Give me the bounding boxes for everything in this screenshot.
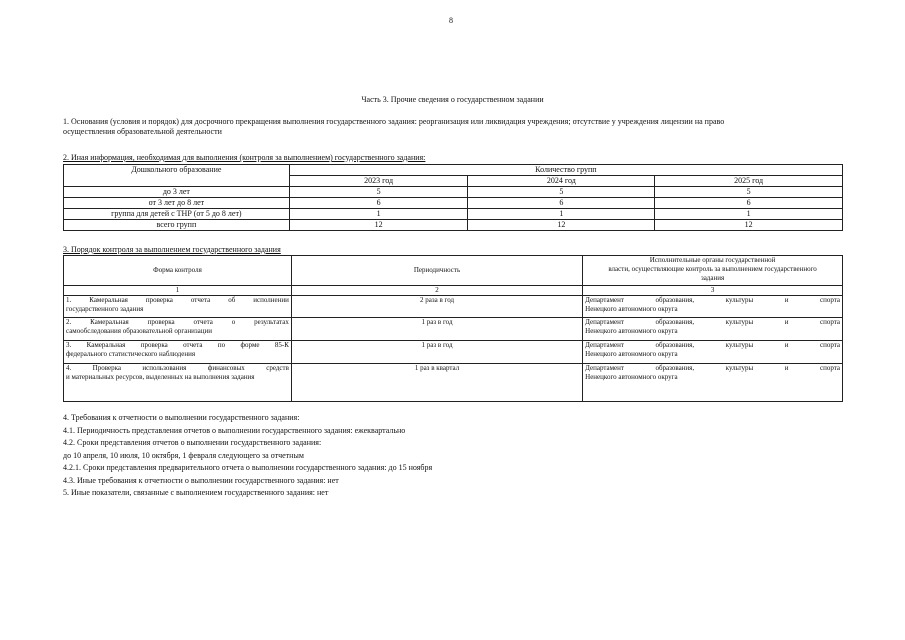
control-org-line2: Ненецкого автономного округа [585,327,678,335]
control-org-line1: Департамент образования, культуры и спорта [585,341,840,349]
control-org-line2: Ненецкого автономного округа [585,373,678,381]
cell-value: 5 [468,187,655,198]
control-form-line2: федерального статистического наблюдения [66,350,196,358]
section4-line: 4.2. Сроки представления отчетов о выполнении государственного задания: [63,438,322,447]
section4-line: 4.2.1. Сроки представления предварительного отчета о выполнении государственного задания: до 15 ноября [63,463,433,472]
control-org-line1: Департамент образования, культуры и спорта [585,296,840,304]
control-form [64,318,292,341]
control-form-line2: самообследования образовательной организации [66,327,212,335]
column-number: 2 [291,286,582,296]
table-row [64,220,843,231]
table-row [64,341,843,364]
control-org-line2: Ненецкого автономного округа [585,305,678,313]
table-row [64,296,843,318]
groups-table [63,164,843,231]
column-number: 3 [583,286,843,296]
cell-value: 6 [289,198,468,209]
control-table-header-form: Форма контроля [64,256,292,286]
groups-table-col-label: Дошкольного образование [64,165,290,187]
control-form [64,296,292,318]
cell-value: 12 [655,220,843,231]
cell-value: 12 [289,220,468,231]
table-row [64,198,843,209]
row-label: всего групп [64,220,290,231]
control-org [583,318,843,341]
header-org-line1: Исполнительные органы государственной [649,256,776,264]
groups-table-group-header: Количество групп [289,165,842,176]
column-number: 1 [64,286,292,296]
section1-text [63,117,724,137]
table-row [64,364,843,402]
groups-table-year: 2024 год [468,176,655,187]
row-label: группа для детей с ТНР (от 5 до 8 лет) [64,209,290,220]
control-form-line1: 4. Проверка использования финансовых средств [66,364,289,372]
control-org-line1: Департамент образования, культуры и спорта [585,318,840,326]
header-org-line3: задания [700,274,725,282]
control-period: 2 раза в год [291,296,582,318]
section4-text [63,412,432,500]
control-form-line1: 3. Камеральная проверка отчета по форме 85-К [66,341,289,349]
section1-line1: 1. Основания (условия и порядок) для досрочного прекращения выполнения государственного задания: реорганизация или ликвидация учреждения; отсутствие у учреждения лицензии на право [63,117,725,126]
control-period: 1 раз в год [291,341,582,364]
control-org-line2: Ненецкого автономного округа [585,350,678,358]
cell-value: 5 [289,187,468,198]
section4-line: 4.1. Периодичность представления отчетов о выполнении государственного задания: ежеквартально [63,425,406,435]
control-table-header-period: Периодичность [291,256,582,286]
table-row [64,187,843,198]
control-org [583,341,843,364]
section1-line2: осуществления образовательной деятельности [63,127,222,136]
cell-value: 6 [468,198,655,209]
cell-value: 1 [289,209,468,220]
cell-value: 12 [468,220,655,231]
groups-table-year: 2023 год [289,176,468,187]
control-form-line2: государственного задания [66,305,144,313]
section4-line: 4.3. Иные требования к отчетности о выполнении государственного задания: нет [63,475,339,485]
row-label: от 3 лет до 8 лет [64,198,290,209]
control-table-header-org [583,256,843,286]
control-table [63,255,843,402]
header-org-line2: власти, осуществляющие контроль за выполнением государственного [608,265,817,273]
cell-value: 1 [468,209,655,220]
control-form-line1: 1. Камеральная проверка отчета об исполнении [66,296,289,304]
section4-line: 4. Требования к отчетности о выполнении государственного задания: [63,413,300,422]
row-label: до 3 лет [64,187,290,198]
table-row [64,209,843,220]
cell-value: 5 [655,187,843,198]
section4-line: до 10 апреля, 10 июля, 10 октября, 1 февраля следующего за отчетным [63,450,304,460]
control-form-line1: 2. Камеральная проверка отчета о результатах [66,318,289,326]
control-org [583,364,843,402]
part-title: Часть 3. Прочие сведения о государственном задании [361,95,544,104]
table-row [64,318,843,341]
control-period: 1 раз в год [291,318,582,341]
page-number: 8 [449,16,453,25]
control-org-line1: Департамент образования, культуры и спорта [585,364,840,372]
control-org [583,296,843,318]
control-form [64,364,292,402]
section2-heading: 2. Иная информация, необходимая для выполнения (контроля за выполнением) государственного задания: [63,153,426,162]
control-period: 1 раз в квартал [291,364,582,402]
groups-table-year: 2025 год [655,176,843,187]
section4-line: 5. Иные показатели, связанные с выполнением государственного задания: нет [63,488,329,497]
cell-value: 6 [655,198,843,209]
control-form-line2: и материальных ресурсов, выделенных на выполнения задания [66,373,255,381]
cell-value: 1 [655,209,843,220]
section3-heading: 3. Порядок контроля за выполнением государственного задания [63,245,281,254]
control-form [64,341,292,364]
